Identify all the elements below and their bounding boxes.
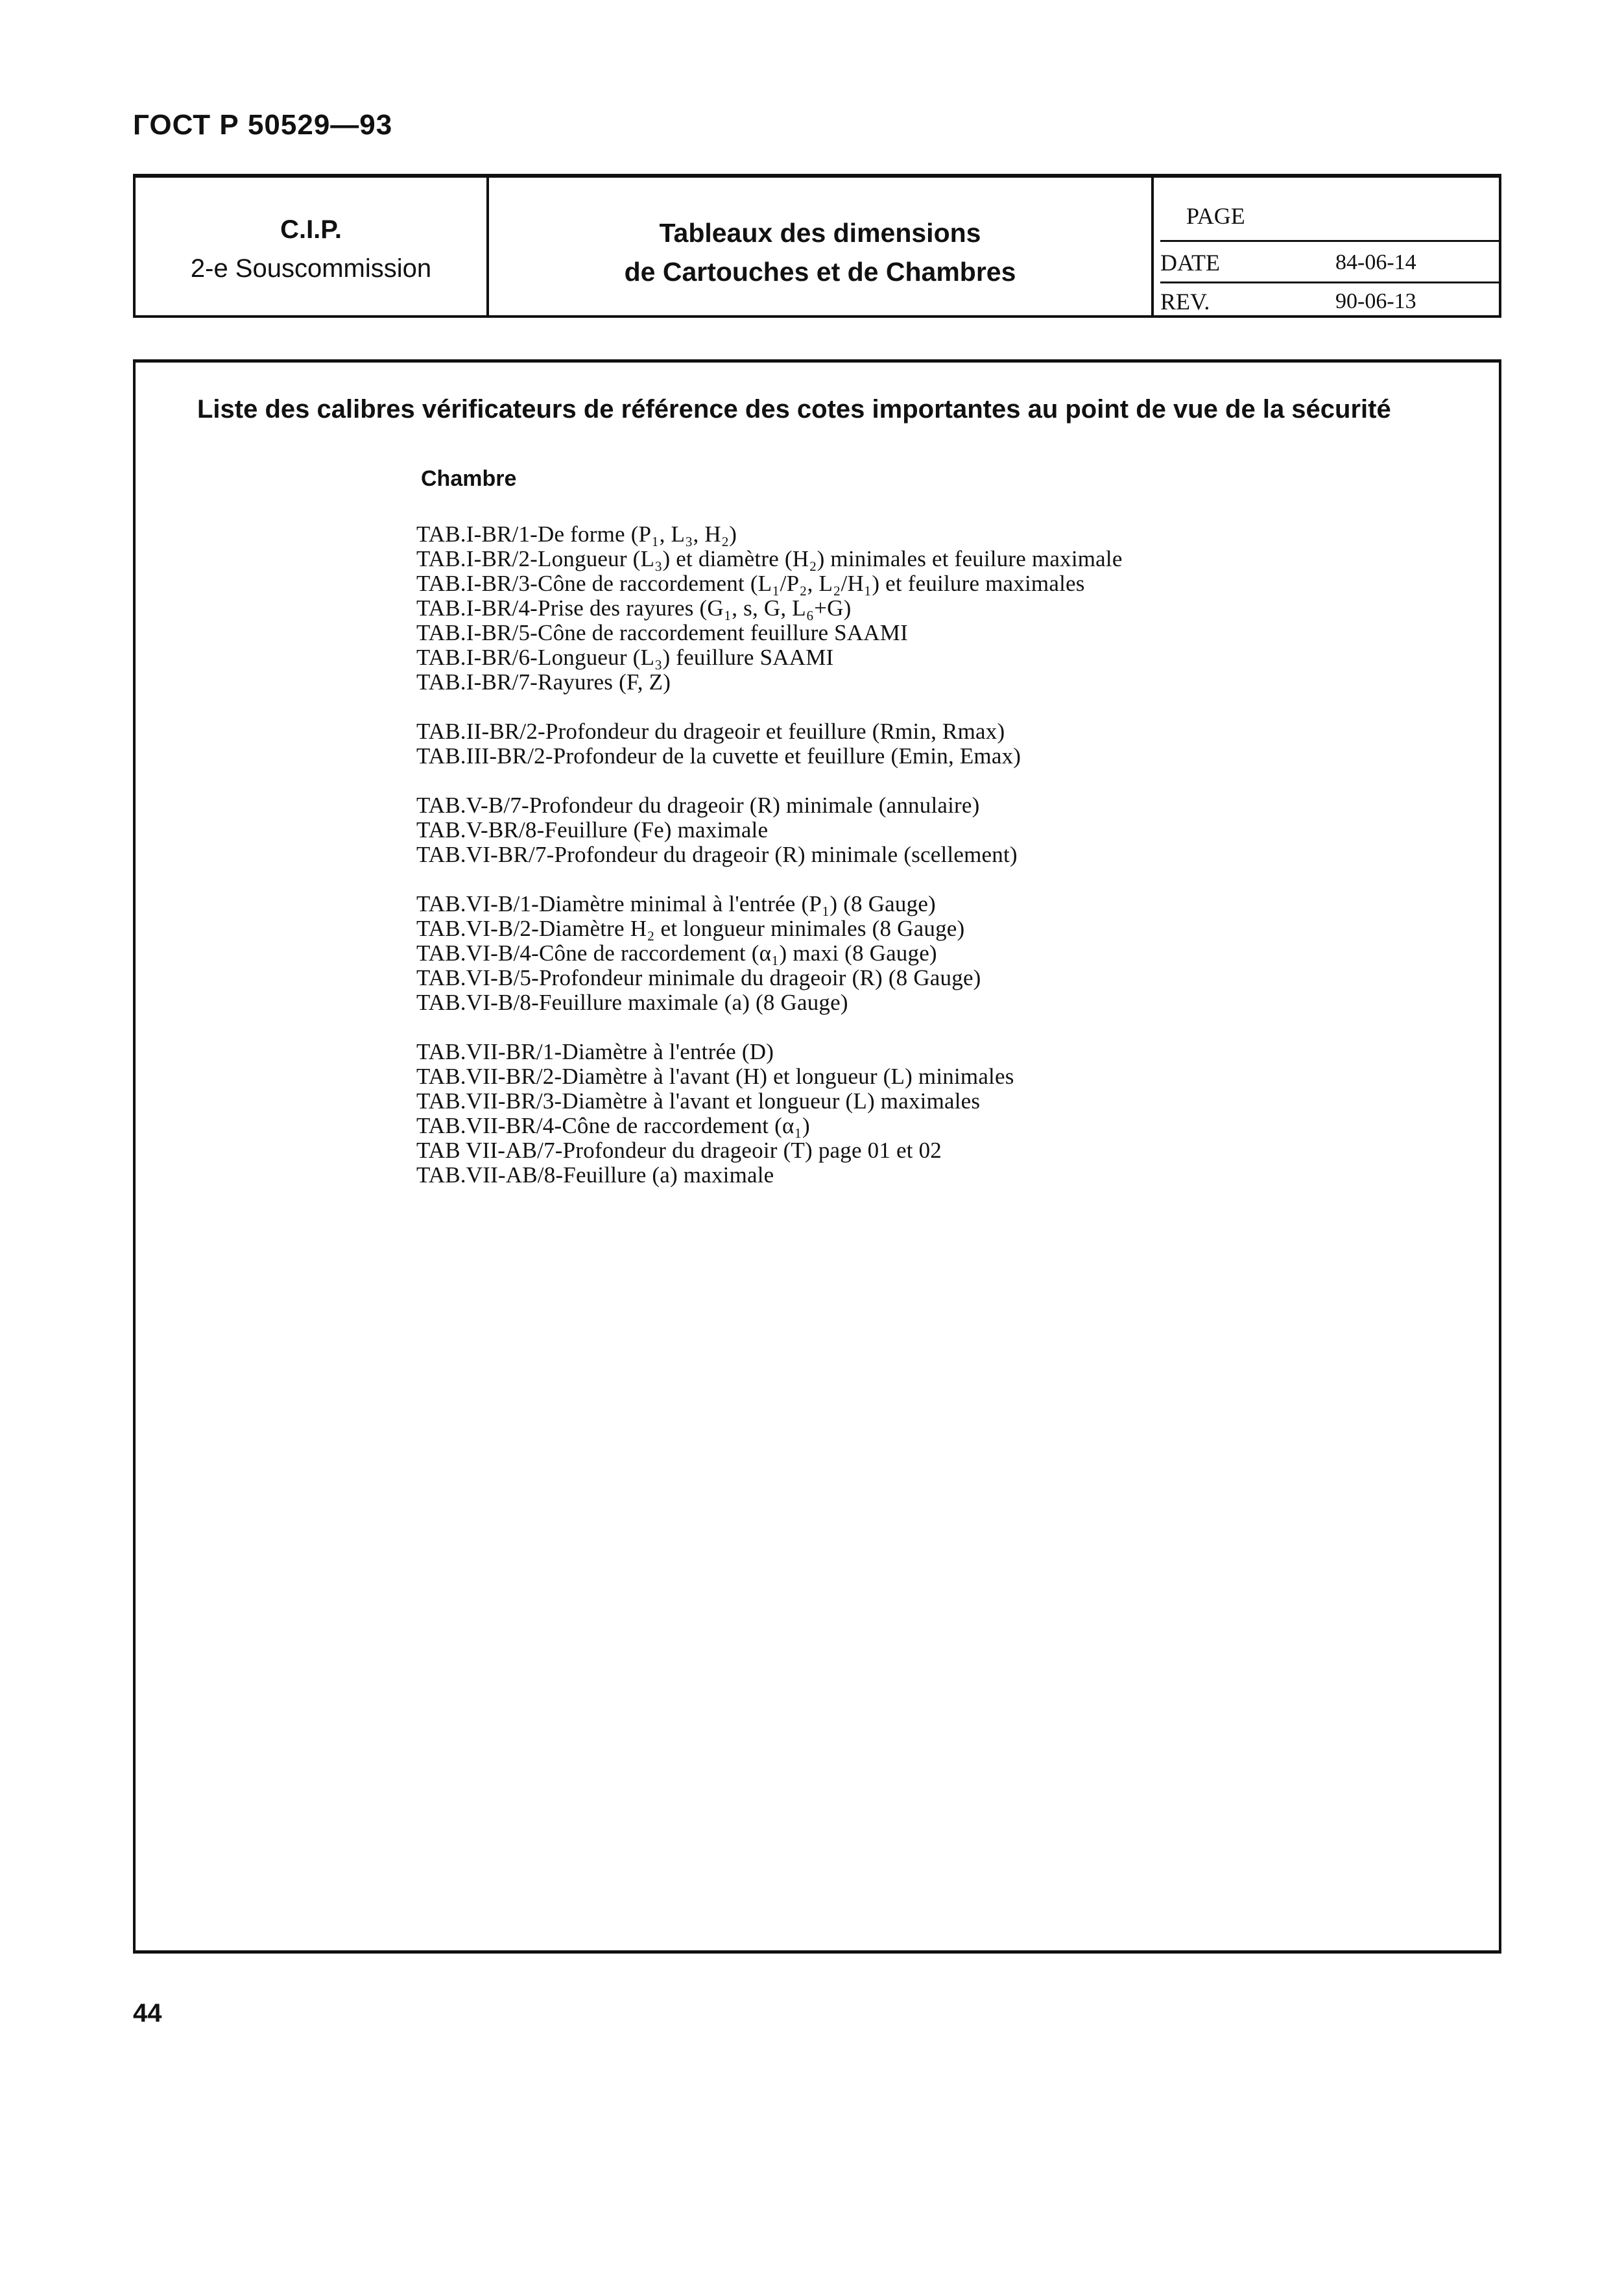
gauge-list-item: TAB.I-BR/2-Longueur (L₃) et diamètre (H₂) minimales et feuilure maximale [416,546,1123,571]
gauge-list-item: TAB.I-BR/7-Rayures (F, Z) [416,669,671,695]
document-title-line-2: de Cartouches et de Chambres [624,257,1016,287]
date-value: 84-06-14 [1335,250,1416,274]
page-label: PAGE [1186,203,1245,229]
gauge-list-item: TAB.I-BR/6-Longueur (L₃) feuillure SAAMI [416,645,834,670]
gauge-list-item: TAB VII-AB/7-Profondeur du drageoir (T) page 01 et 02 [416,1138,942,1163]
revision-label: REV. [1160,289,1210,315]
page-number: 44 [133,1999,162,2028]
gauge-list-item: TAB.VII-BR/3-Diamètre à l'avant et longueur (L) maximales [416,1088,981,1114]
gauge-list-item: TAB.VI-B/8-Feuillure maximale (a) (8 Gauge) [416,990,848,1015]
gauge-list-item: TAB.VI-B/2-Diamètre H₂ et longueur minimales (8 Gauge) [416,916,965,941]
gauge-list-item: TAB.I-BR/4-Prise des rayures (G₁, s, G, L₆+G) [416,595,852,621]
gauge-list-item: TAB.V-B/7-Profondeur du drageoir (R) minimale (annulaire) [416,793,980,818]
gauge-list [416,522,1428,1212]
gauge-list-item: TAB.II-BR/2-Profondeur du drageoir et feuillure (Rmin, Rmax) [416,719,1005,744]
gauge-group [416,719,1428,769]
header-organization-cell [136,178,489,315]
header-meta-cell [1154,178,1499,315]
document-header [133,174,1501,318]
gauge-group [416,1040,1428,1188]
gauge-list-item: TAB.VI-BR/7-Profondeur du drageoir (R) minimale (scellement) [416,842,1018,867]
standard-code: ГОСТ Р 50529—93 [133,109,393,141]
gauge-list-item: TAB.III-BR/2-Profondeur de la cuvette et feuillure (Emin, Emax) [416,743,1021,769]
gauge-list-item: TAB.I-BR/5-Cône de raccordement feuillure SAAMI [416,620,908,645]
date-label: DATE [1160,250,1220,276]
gauge-group [416,892,1428,1015]
gauge-list-item: TAB.I-BR/3-Cône de raccordement (L₁/P₂, L₂/H₁) et feuilure maximales [416,571,1085,596]
revision-row [1160,281,1499,320]
gauge-list-item: TAB.VI-B/4-Cône de raccordement (α₁) maxi (8 Gauge) [416,940,937,966]
content-frame [133,359,1501,1954]
gauge-list-item: TAB.VI-B/1-Diamètre minimal à l'entrée (P₁) (8 Gauge) [416,891,936,916]
gauge-list-item: TAB.VI-B/5-Profondeur minimale du drageoir (R) (8 Gauge) [416,965,981,990]
gauge-list-item: TAB.VII-BR/2-Diamètre à l'avant (H) et longueur (L) minimales [416,1064,1014,1089]
document-title-line-1: Tableaux des dimensions [659,218,981,248]
organization-name: C.I.P. [280,215,342,244]
page-row [1160,201,1499,242]
date-row [1160,243,1499,283]
gauge-list-item: TAB.VII-BR/4-Cône de raccordement (α₁) [416,1113,810,1138]
gauge-list-item: TAB.V-BR/8-Feuillure (Fe) maximale [416,817,769,843]
gauge-list-item: TAB.I-BR/1-De forme (P₁, L₃, H₂) [416,521,737,547]
revision-value: 90-06-13 [1335,289,1416,313]
header-title-cell [489,178,1154,315]
gauge-list-item: TAB.VII-BR/1-Diamètre à l'entrée (D) [416,1039,774,1064]
page-heading: Liste des calibres vérificateurs de référence des cotes importantes au point de vue de la sécurité [197,395,1391,424]
organization-subcommission: 2-e Souscommission [190,254,432,283]
gauge-list-item: TAB.VII-AB/8-Feuillure (a) maximale [416,1162,774,1188]
gauge-group [416,522,1428,695]
section-title: Chambre [421,466,517,491]
gauge-group [416,793,1428,867]
